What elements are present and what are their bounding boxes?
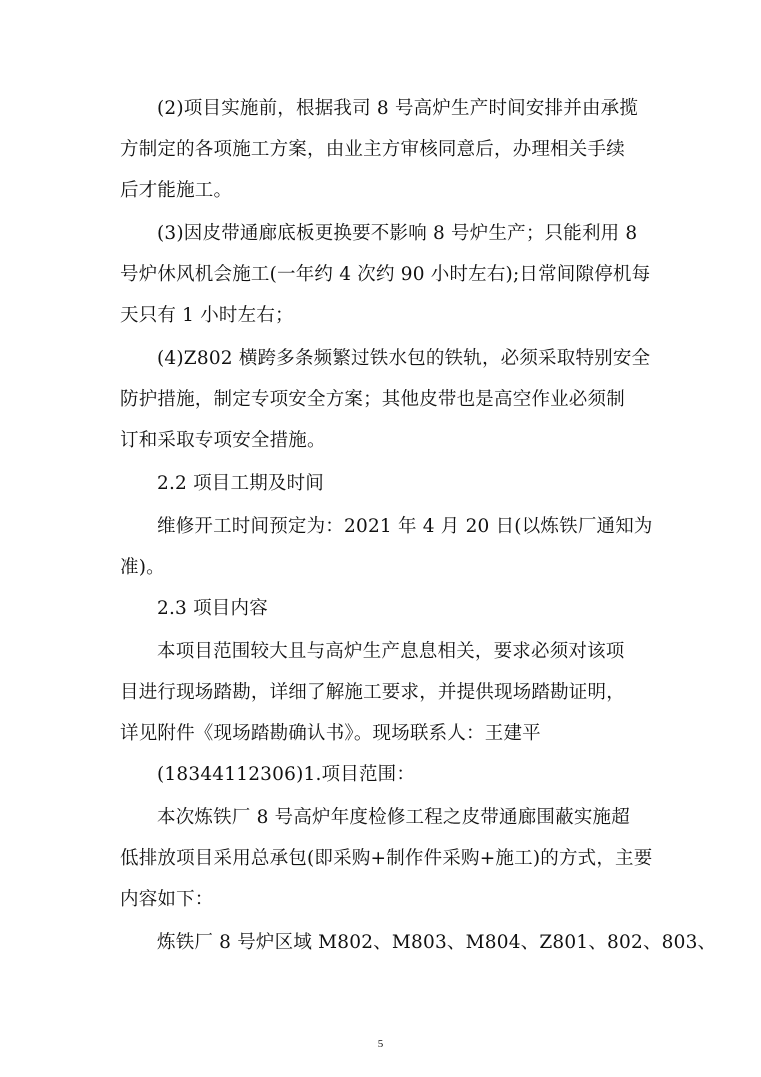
section-heading: 2.3 项目内容 [157, 598, 268, 619]
paragraph-line: 内容如下： [120, 889, 214, 910]
paragraph-line: 后才能施工。 [120, 180, 233, 201]
paragraph-line: (18344112306)1.项目范围： [157, 764, 416, 785]
paragraph-line: 号炉休风机会施工(一年约 4 次约 90 小时左右);日常间隙停机每 [120, 264, 651, 285]
paragraph-line: 方制定的各项施工方案，由业主方审核同意后，办理相关手续 [120, 139, 625, 160]
paragraph-line: 目进行现场踏勘，详细了解施工要求，并提供现场踏勘证明， [120, 682, 625, 703]
paragraph-line: 本项目范围较大且与高炉生产息息相关，要求必须对该项 [157, 641, 625, 662]
paragraph-line: 订和采取专项安全措施。 [120, 430, 326, 451]
paragraph-line: 维修开工时间预定为：2021 年 4 月 20 日(以炼铁厂通知为 [157, 516, 653, 537]
paragraph-line: 准)。 [120, 557, 165, 578]
paragraph-line: (3)因皮带通廊底板更换要不影响 8 号炉生产；只能利用 8 [157, 223, 638, 244]
paragraph-line: 低排放项目采用总承包(即采购+制作件采购+施工)的方式，主要 [120, 848, 653, 869]
paragraph-line: 详见附件《现场踏勘确认书》。现场联系人：王建平 [120, 723, 541, 744]
paragraph-line: (2)项目实施前，根据我司 8 号高炉生产时间安排并由承揽 [157, 98, 639, 119]
paragraph-line: 天只有 1 小时左右； [120, 305, 294, 326]
paragraph-line: (4)Z802 横跨多条频繁过铁水包的铁轨，必须采取特别安全 [157, 348, 651, 369]
section-heading: 2.2 项目工期及时间 [157, 473, 325, 494]
paragraph-line: 防护措施，制定专项安全方案；其他皮带也是高空作业必须制 [120, 389, 625, 410]
paragraph-line: 炼铁厂 8 号炉区域 M802、M803、M804、Z801、802、803、 [157, 932, 717, 953]
paragraph-line: 本次炼铁厂 8 号高炉年度检修工程之皮带通廊围蔽实施超 [157, 807, 630, 828]
page-number: 5 [377, 1038, 384, 1050]
